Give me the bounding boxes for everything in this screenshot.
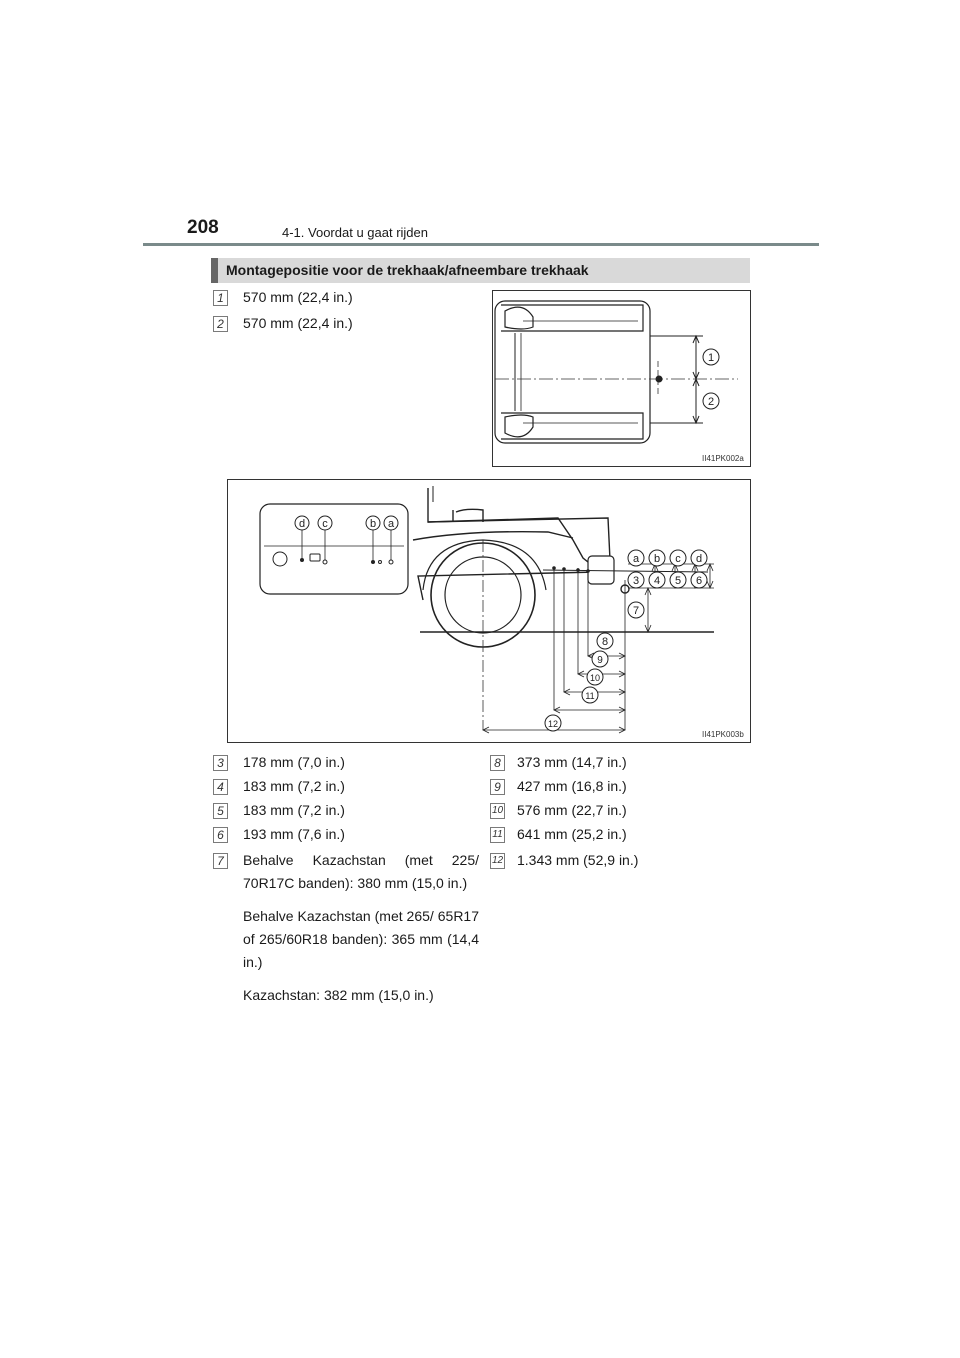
label-7: 7 bbox=[632, 605, 640, 617]
inset-label-b: b bbox=[369, 518, 377, 530]
item-text: 427 mm (16,8 in.) bbox=[517, 778, 627, 794]
label-4: 4 bbox=[653, 575, 661, 587]
page-number: 208 bbox=[187, 217, 219, 238]
item-number: 9 bbox=[490, 779, 505, 795]
item7-paragraph: Kazachstan: 382 mm (15,0 in.) bbox=[243, 987, 434, 1003]
side-view-diagram bbox=[228, 480, 750, 742]
tail-light bbox=[588, 556, 614, 584]
vehicle-body-outline bbox=[495, 301, 650, 443]
label-b: b bbox=[653, 553, 661, 565]
item-text: 576 mm (22,7 in.) bbox=[517, 802, 627, 818]
figure-code: II41PK003b bbox=[702, 730, 744, 739]
item-number: 5 bbox=[213, 803, 228, 819]
label-c: c bbox=[675, 553, 681, 565]
callout-1: 1 bbox=[707, 352, 715, 364]
label-12: 12 bbox=[547, 719, 559, 729]
label-8: 8 bbox=[601, 636, 609, 648]
item7-paragraph: Behalve Kazachstan (met 265/ 65R17 of 265/60R18 banden): 365 mm (14,4 in.) bbox=[243, 908, 479, 970]
section-header: 4-1. Voordat u gaat rijden bbox=[282, 225, 428, 240]
frame-line bbox=[543, 570, 708, 572]
wheel-arch-lower bbox=[505, 415, 533, 437]
item-text: 183 mm (7,2 in.) bbox=[243, 778, 345, 794]
item-text: 570 mm (22,4 in.) bbox=[243, 315, 353, 331]
title-bar bbox=[211, 258, 750, 283]
inset-label-d: d bbox=[298, 518, 306, 530]
item-number: 12 bbox=[490, 853, 505, 869]
item-number: 4 bbox=[213, 779, 228, 795]
header-divider bbox=[143, 243, 819, 246]
bed-rail-lower bbox=[501, 413, 643, 439]
label-9: 9 bbox=[597, 655, 603, 666]
bed-rail-upper bbox=[501, 305, 643, 331]
section-title: Montagepositie voor de trekhaak/afneembare trekhaak bbox=[226, 262, 589, 278]
item-text: 1.343 mm (52,9 in.) bbox=[517, 852, 639, 868]
label-d: d bbox=[695, 553, 703, 565]
label-10: 10 bbox=[589, 673, 601, 683]
hitch-point bbox=[656, 376, 663, 383]
item-number: 1 bbox=[213, 290, 228, 306]
item-number: 8 bbox=[490, 755, 505, 771]
top-view-diagram bbox=[493, 291, 750, 466]
item-number: 6 bbox=[213, 827, 228, 843]
figure-code: II41PK002a bbox=[702, 454, 744, 463]
item-text: 570 mm (22,4 in.) bbox=[243, 289, 353, 305]
label-3: 3 bbox=[632, 575, 640, 587]
label-6: 6 bbox=[695, 575, 703, 587]
inset-label-a: a bbox=[387, 518, 395, 530]
item7-paragraph: Behalve Kazachstan (met 225/ 70R17C banden): 380 mm (15,0 in.) bbox=[243, 852, 479, 891]
label-a: a bbox=[632, 553, 640, 565]
vehicle-side-outline bbox=[413, 486, 610, 600]
item-number: 11 bbox=[490, 827, 505, 843]
label-5: 5 bbox=[674, 575, 682, 587]
item-number: 3 bbox=[213, 755, 228, 771]
item-text: 183 mm (7,2 in.) bbox=[243, 802, 345, 818]
item-text: 193 mm (7,6 in.) bbox=[243, 826, 345, 842]
figure-side-view bbox=[227, 479, 751, 743]
inset-frame bbox=[260, 504, 408, 594]
item-text: 178 mm (7,0 in.) bbox=[243, 754, 345, 770]
wheel-arch-upper bbox=[505, 307, 533, 329]
label-11: 11 bbox=[585, 691, 595, 701]
item-number: 7 bbox=[213, 853, 228, 869]
item-number: 10 bbox=[490, 803, 505, 819]
item-number: 2 bbox=[213, 316, 228, 332]
inset-label-c: c bbox=[322, 518, 328, 530]
item-text: 373 mm (14,7 in.) bbox=[517, 754, 627, 770]
item-text: 641 mm (25,2 in.) bbox=[517, 826, 627, 842]
callout-2: 2 bbox=[707, 396, 715, 408]
figure-top-view bbox=[492, 290, 751, 467]
